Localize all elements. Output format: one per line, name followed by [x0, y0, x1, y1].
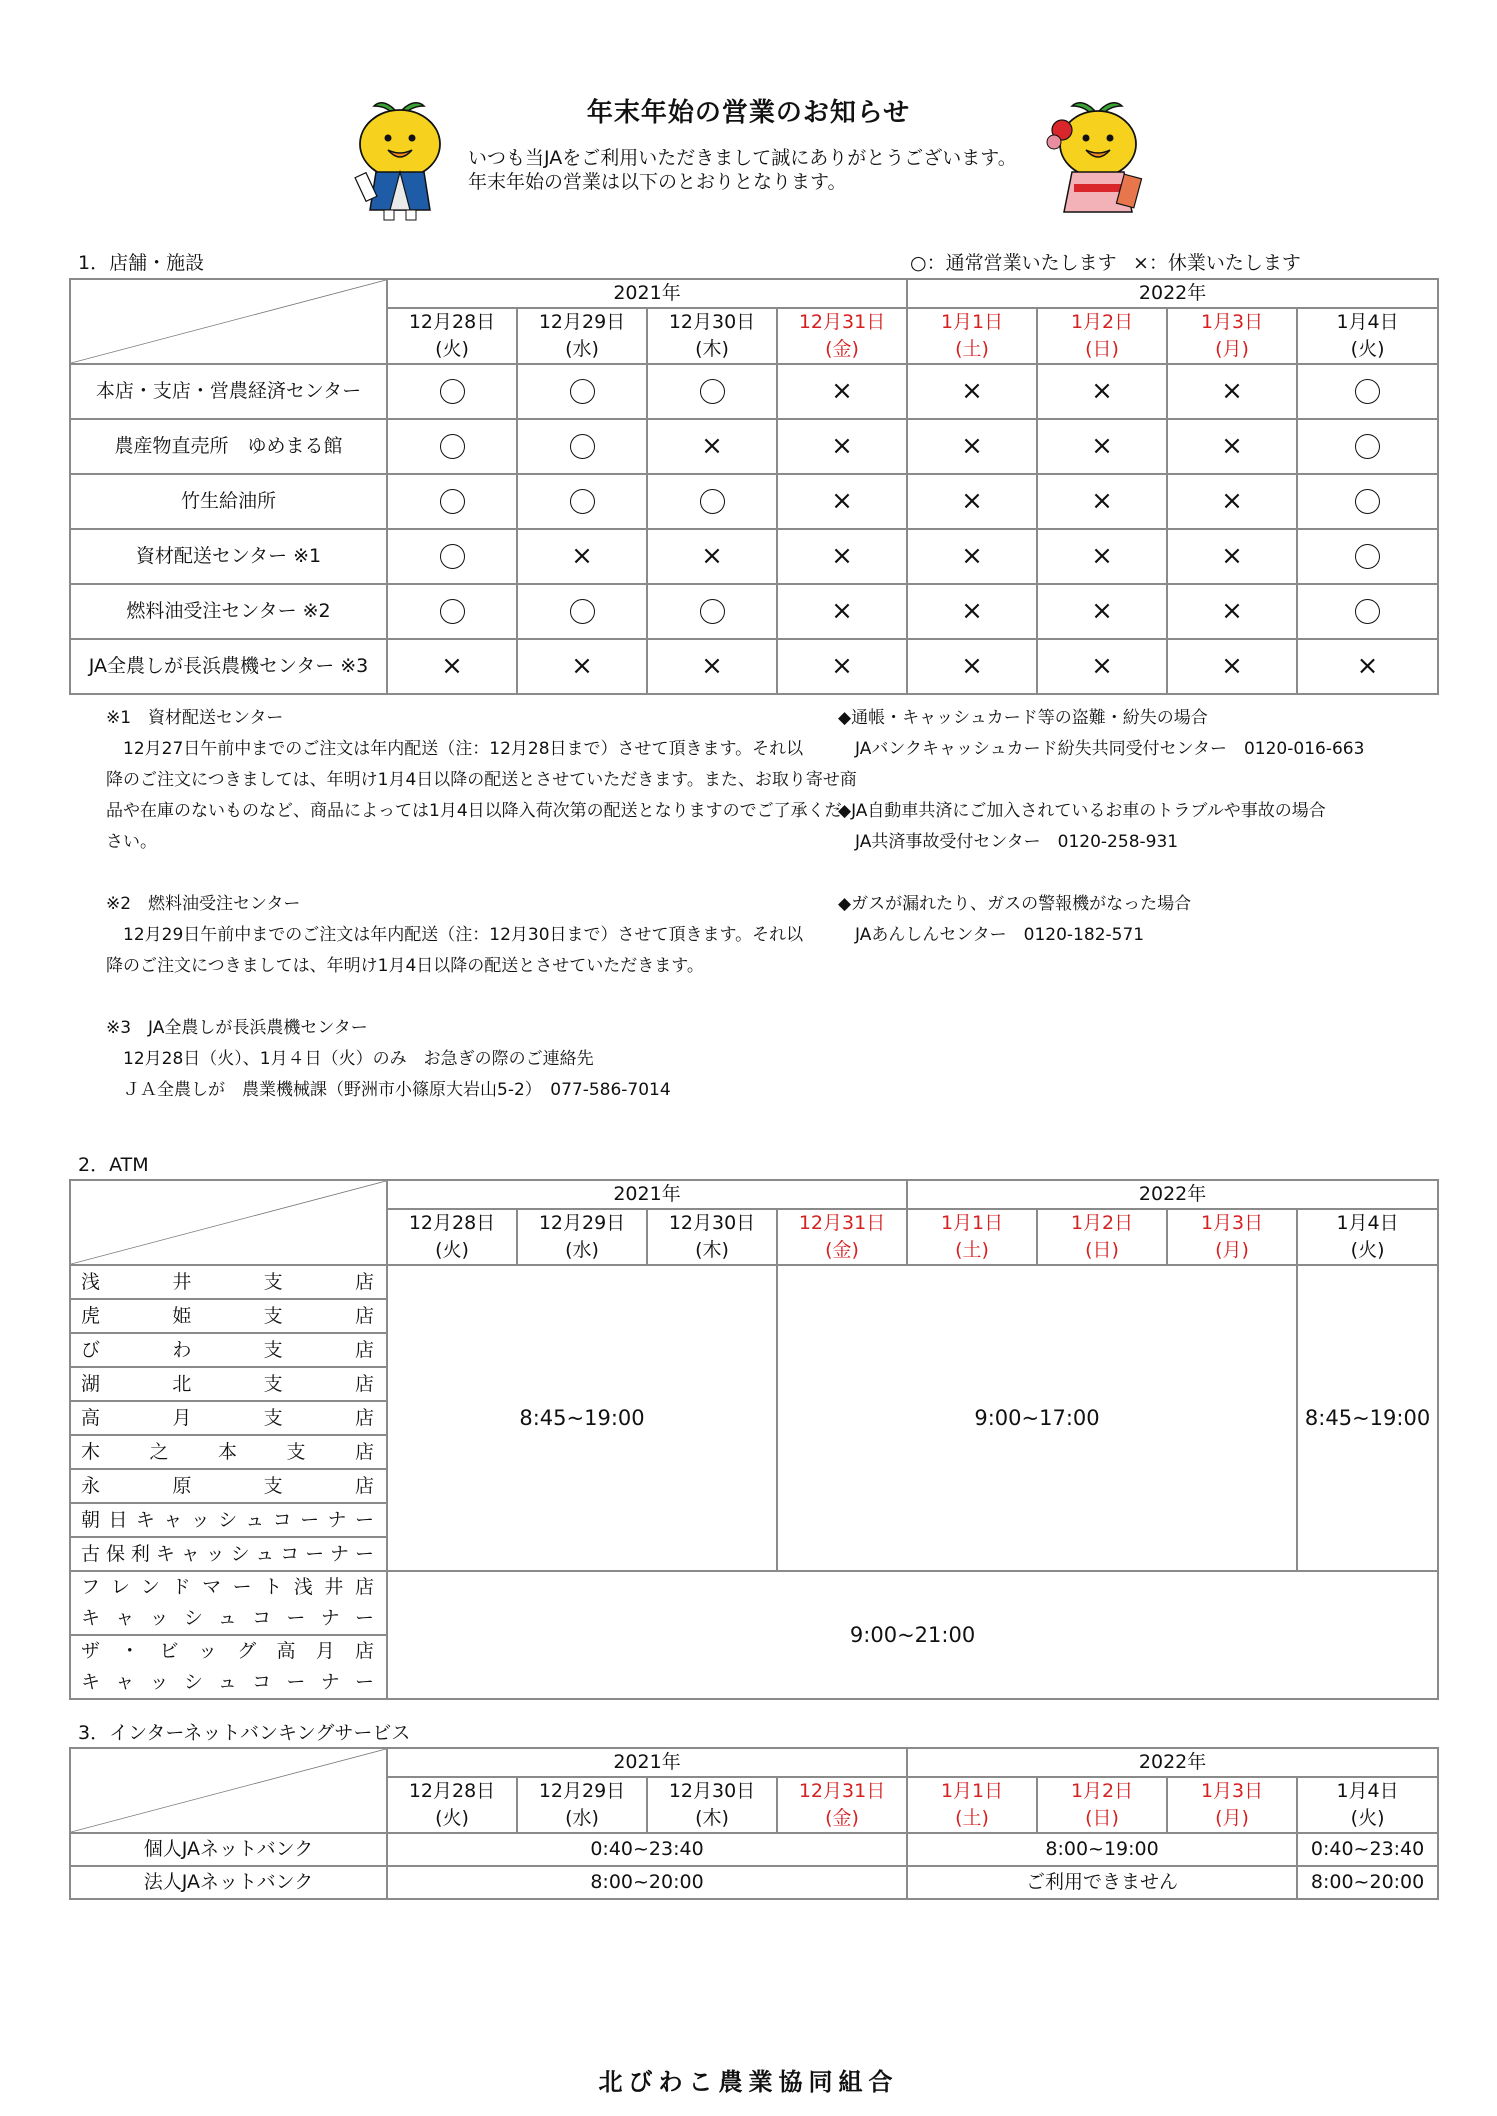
- note-line: 降のご注文につきましては、年明け1月4日以降の配送とさせていただきます。また、お取り寄せ商: [106, 770, 857, 790]
- status-cell: [1037, 474, 1167, 529]
- status-cell: [387, 639, 517, 694]
- status-cell: [517, 474, 647, 529]
- date-header-cell: [1037, 308, 1167, 364]
- note-line: ※3 JA全農しが長浜農機センター: [106, 1018, 368, 1038]
- date-header-cell: [1037, 1209, 1167, 1265]
- status-cell: [1167, 364, 1297, 419]
- weekday-label: (金): [825, 1239, 859, 1261]
- weekday-label: (月): [1215, 338, 1249, 360]
- table-row: [70, 639, 1438, 694]
- date-label: 1月2日: [1070, 311, 1134, 333]
- weekday-label: (金): [825, 338, 859, 360]
- note-line: 品や在庫のないものなど、商品によっては1月4日以降入荷次第の配送となりますのでご了承くだ: [106, 801, 842, 821]
- date-header-cell: [907, 308, 1037, 364]
- atm-hours-cell: 8:45~19:00: [1297, 1265, 1438, 1571]
- status-cell: [1037, 584, 1167, 639]
- note-line: [106, 982, 826, 1013]
- status-cell: [777, 419, 907, 474]
- closed-cross-icon: ×: [961, 596, 983, 626]
- date-label: 12月29日: [538, 311, 626, 333]
- special-branch-line: キャッシュコーナー: [81, 1671, 376, 1693]
- status-cell: [517, 529, 647, 584]
- table-row: [70, 1866, 1438, 1899]
- date-header-cell: [777, 1209, 907, 1265]
- date-header-cell: [517, 1777, 647, 1833]
- atm-schedule-table: [69, 1179, 1439, 1700]
- closed-cross-icon: ×: [1221, 431, 1243, 461]
- weekday-label: (月): [1215, 1807, 1249, 1829]
- status-cell: [777, 364, 907, 419]
- weekday-label: (水): [565, 1239, 599, 1261]
- facility-name: 燃料油受注センター ※2: [70, 584, 387, 639]
- note-line: ※2 燃料油受注センター: [106, 894, 301, 914]
- status-cell: [387, 529, 517, 584]
- note-line: さい。: [106, 832, 157, 852]
- service-hours-cell: 8:00~20:00: [1297, 1866, 1438, 1899]
- branch-name: 朝日キャッシュコーナー: [70, 1503, 387, 1537]
- status-cell: [387, 584, 517, 639]
- closed-cross-icon: ×: [1091, 376, 1113, 406]
- weekday-label: (火): [435, 338, 469, 360]
- status-cell: [1297, 584, 1438, 639]
- closed-cross-icon: ×: [961, 431, 983, 461]
- closed-cross-icon: ×: [831, 541, 853, 571]
- note-line: ◆通帳・キャッシュカード等の盗難・紛失の場合: [838, 708, 1208, 728]
- intro-line-1: いつも当JAをご利用いただきまして誠にありがとうございます。: [468, 147, 1017, 169]
- status-cell: [647, 419, 777, 474]
- open-circle-icon: [440, 434, 465, 459]
- special-branch-name: [70, 1571, 387, 1635]
- status-cell: [907, 419, 1037, 474]
- weekday-label: (土): [955, 338, 989, 360]
- branch-name: 永原支店: [70, 1469, 387, 1503]
- date-label: 1月2日: [1070, 1212, 1134, 1234]
- table-row: [70, 419, 1438, 474]
- table-row: [70, 1265, 1438, 1299]
- weekday-label: (火): [435, 1807, 469, 1829]
- date-header-cell: [387, 1777, 517, 1833]
- note-line: ◆JA自動車共済にご加入されているお車のトラブルや事故の場合: [838, 801, 1326, 821]
- open-circle-icon: [1355, 489, 1380, 514]
- status-cell: [1037, 639, 1167, 694]
- mascot-boy-illustration: [350, 92, 450, 224]
- closed-cross-icon: ×: [701, 541, 723, 571]
- closed-cross-icon: ×: [1356, 651, 1379, 681]
- closed-cross-icon: ×: [1091, 596, 1113, 626]
- open-circle-icon: [700, 489, 725, 514]
- facility-name: 本店・支店・営農経済センター: [70, 364, 387, 419]
- note-line: 12月28日（火）、1月４日（火）のみ お急ぎの際のご連絡先: [106, 1049, 594, 1069]
- intro-line-2: 年末年始の営業は以下のとおりとなります。: [468, 171, 847, 193]
- date-label: 12月30日: [668, 1212, 756, 1234]
- closed-cross-icon: ×: [831, 431, 853, 461]
- open-circle-icon: [1355, 379, 1380, 404]
- date-label: 1月1日: [940, 311, 1004, 333]
- open-circle-icon: [1355, 599, 1380, 624]
- closed-cross-icon: ×: [831, 486, 853, 516]
- status-cell: [1297, 529, 1438, 584]
- page-title: 年末年始の営業のお知らせ: [586, 98, 911, 128]
- date-label: 1月3日: [1200, 311, 1264, 333]
- weekday-label: (木): [695, 338, 729, 360]
- weekday-label: (火): [1350, 1239, 1385, 1261]
- open-circle-icon: [440, 544, 465, 569]
- facility-name: 竹生給油所: [70, 474, 387, 529]
- date-header-cell: [1037, 1777, 1167, 1833]
- closed-cross-icon: ×: [1221, 376, 1243, 406]
- store-schedule-table: [69, 278, 1439, 695]
- table-row: [70, 529, 1438, 584]
- section3-heading: 3．インターネットバンキングサービス: [78, 1722, 411, 1744]
- open-circle-icon: [570, 379, 595, 404]
- weekday-label: (日): [1085, 1239, 1119, 1261]
- service-hours-cell: 8:00~19:00: [907, 1833, 1297, 1866]
- date-header-cell: [907, 1209, 1037, 1265]
- table-row: [70, 474, 1438, 529]
- table-row: [70, 364, 1438, 419]
- date-header-cell: [387, 1209, 517, 1265]
- service-hours-cell: ご利用できません: [907, 1866, 1297, 1899]
- branch-name: 虎姫支店: [70, 1299, 387, 1333]
- closed-cross-icon: ×: [831, 376, 853, 406]
- status-cell: [907, 364, 1037, 419]
- status-cell: [1167, 639, 1297, 694]
- service-hours-cell: 0:40~23:40: [387, 1833, 907, 1866]
- special-branch-line: キャッシュコーナー: [81, 1607, 376, 1629]
- closed-cross-icon: ×: [831, 596, 853, 626]
- special-branch-line: フレンドマート浅井店: [81, 1576, 376, 1598]
- date-header-cell: [1167, 308, 1297, 364]
- legend-open: ○：通常営業いたします: [910, 252, 1117, 274]
- open-circle-icon: [440, 489, 465, 514]
- weekday-label: (日): [1085, 338, 1119, 360]
- status-cell: [1167, 584, 1297, 639]
- year-header: 2022年: [907, 279, 1438, 308]
- note-line: JAバンクキャッシュカード紛失共同受付センター 0120-016-663: [838, 739, 1365, 759]
- open-circle-icon: [440, 379, 465, 404]
- branch-name: 湖北支店: [70, 1367, 387, 1401]
- status-cell: [647, 584, 777, 639]
- intro-text: [468, 146, 1017, 194]
- status-cell: [387, 419, 517, 474]
- weekday-label: (木): [695, 1239, 729, 1261]
- closed-cross-icon: ×: [831, 651, 853, 681]
- closed-cross-icon: ×: [961, 376, 983, 406]
- status-cell: [647, 474, 777, 529]
- closed-cross-icon: ×: [1221, 486, 1243, 516]
- date-label: 1月2日: [1070, 1780, 1134, 1802]
- service-name: 個人JAネットバンク: [70, 1833, 387, 1866]
- weekday-label: (金): [825, 1807, 859, 1829]
- special-branch-line: ザ・ビッグ高月店: [81, 1640, 376, 1662]
- note-line: [838, 858, 1438, 889]
- status-cell: [517, 419, 647, 474]
- note-line: [106, 858, 826, 889]
- weekday-label: (火): [435, 1239, 469, 1261]
- date-label: 12月28日: [408, 1780, 496, 1802]
- weekday-label: (土): [955, 1807, 989, 1829]
- note-line: ◆ガスが漏れたり、ガスの警報機がなった場合: [838, 894, 1192, 914]
- status-cell: [907, 639, 1037, 694]
- closed-cross-icon: ×: [571, 541, 593, 571]
- weekday-label: (水): [565, 338, 599, 360]
- status-cell: [647, 639, 777, 694]
- branch-name: びわ支店: [70, 1333, 387, 1367]
- open-circle-icon: [440, 599, 465, 624]
- closed-cross-icon: ×: [571, 651, 593, 681]
- closed-cross-icon: ×: [1091, 486, 1113, 516]
- status-cell: [387, 474, 517, 529]
- branch-name: 古保利キャッシュコーナー: [70, 1537, 387, 1571]
- date-header-cell: [1297, 308, 1438, 364]
- closed-cross-icon: ×: [1221, 541, 1243, 571]
- status-cell: [517, 584, 647, 639]
- date-label: 12月29日: [538, 1212, 626, 1234]
- closed-cross-icon: ×: [1091, 541, 1113, 571]
- legend-closed: ×：休業いたします: [1133, 252, 1301, 274]
- note-line: JA共済事故受付センター 0120-258-931: [838, 832, 1179, 852]
- facility-name: 農産物直売所 ゆめまる館: [70, 419, 387, 474]
- note-line: 12月29日午前中までのご注文は年内配送（注：12月30日まで）させて頂きます。それ以: [106, 925, 804, 945]
- status-cell: [1297, 639, 1438, 694]
- year-header: 2021年: [387, 279, 907, 308]
- date-header-cell: [517, 308, 647, 364]
- date-label: 1月1日: [940, 1780, 1004, 1802]
- facility-name: JA全農しが長浜農機センター ※3: [70, 639, 387, 694]
- date-header-cell: [517, 1209, 647, 1265]
- table-corner-cell: [70, 1748, 387, 1833]
- date-label: 12月31日: [798, 311, 886, 333]
- date-header-cell: [1297, 1209, 1438, 1265]
- status-cell: [517, 639, 647, 694]
- open-circle-icon: [700, 599, 725, 624]
- date-label: 12月31日: [798, 1780, 886, 1802]
- branch-name: 高月支店: [70, 1401, 387, 1435]
- open-circle-icon: [570, 434, 595, 459]
- status-cell: [1297, 474, 1438, 529]
- weekday-label: (水): [565, 1807, 599, 1829]
- table-corner-cell: [70, 279, 387, 364]
- notes-left: [106, 703, 857, 1106]
- status-cell: [1167, 419, 1297, 474]
- status-cell: [777, 529, 907, 584]
- date-label: 1月3日: [1200, 1780, 1264, 1802]
- closed-cross-icon: ×: [961, 541, 983, 571]
- open-circle-icon: [1355, 544, 1380, 569]
- weekday-label: (木): [695, 1807, 729, 1829]
- date-header-cell: [1297, 1777, 1438, 1833]
- status-cell: [1037, 364, 1167, 419]
- date-header-cell: [777, 1777, 907, 1833]
- weekday-label: (火): [1350, 1807, 1385, 1829]
- service-hours-cell: 0:40~23:40: [1297, 1833, 1438, 1866]
- date-label: 12月30日: [668, 311, 756, 333]
- atm-hours-cell: 8:45~19:00: [387, 1265, 777, 1571]
- date-header-cell: [647, 308, 777, 364]
- table-row: [70, 1571, 1438, 1635]
- closed-cross-icon: ×: [961, 651, 983, 681]
- weekday-label: (土): [955, 1239, 989, 1261]
- status-cell: [907, 529, 1037, 584]
- status-cell: [647, 529, 777, 584]
- branch-name: 浅井支店: [70, 1265, 387, 1299]
- date-label: 1月3日: [1200, 1212, 1264, 1234]
- closed-cross-icon: ×: [1091, 651, 1113, 681]
- status-cell: [517, 364, 647, 419]
- status-cell: [1167, 474, 1297, 529]
- status-cell: [647, 364, 777, 419]
- note-line: JAあんしんセンター 0120-182-571: [838, 925, 1145, 945]
- date-label: 12月28日: [408, 311, 496, 333]
- date-label: 1月4日: [1336, 1212, 1399, 1234]
- closed-cross-icon: ×: [1221, 651, 1243, 681]
- date-label: 12月30日: [668, 1780, 756, 1802]
- special-branch-name: [70, 1635, 387, 1699]
- facility-name: 資材配送センター ※1: [70, 529, 387, 584]
- year-header: 2021年: [387, 1748, 907, 1777]
- closed-cross-icon: ×: [441, 651, 463, 681]
- status-cell: [387, 364, 517, 419]
- open-circle-icon: [1355, 434, 1380, 459]
- year-header: 2021年: [387, 1180, 907, 1209]
- service-hours-cell: 8:00~20:00: [387, 1866, 907, 1899]
- status-cell: [1297, 419, 1438, 474]
- status-cell: [777, 474, 907, 529]
- note-line: 12月27日午前中までのご注文は年内配送（注：12月28日まで）させて頂きます。それ以: [106, 739, 804, 759]
- closed-cross-icon: ×: [961, 486, 983, 516]
- date-label: 1月1日: [940, 1212, 1004, 1234]
- status-cell: [1037, 419, 1167, 474]
- open-circle-icon: [570, 599, 595, 624]
- closed-cross-icon: ×: [1221, 596, 1243, 626]
- status-cell: [1037, 529, 1167, 584]
- date-label: 12月31日: [798, 1212, 886, 1234]
- atm-hours-cell: 9:00~21:00: [387, 1571, 1438, 1699]
- date-header-cell: [647, 1209, 777, 1265]
- date-header-cell: [777, 308, 907, 364]
- closed-cross-icon: ×: [701, 431, 723, 461]
- table-row: [70, 584, 1438, 639]
- table-row: [70, 1833, 1438, 1866]
- note-line: ＪＡ全農しが 農業機械課（野洲市小篠原大岩山5-2） 077-586-7014: [106, 1080, 671, 1100]
- closed-cross-icon: ×: [701, 651, 723, 681]
- date-header-cell: [1167, 1777, 1297, 1833]
- note-line: ※1 資材配送センター: [106, 708, 284, 728]
- footer-organization: 北びわこ農業協同組合: [598, 2068, 899, 2096]
- status-cell: [777, 639, 907, 694]
- note-line: [838, 765, 1438, 796]
- open-circle-icon: [700, 379, 725, 404]
- table-corner-cell: [70, 1180, 387, 1265]
- status-cell: [777, 584, 907, 639]
- open-circle-icon: [570, 489, 595, 514]
- section2-heading: 2．ATM: [78, 1154, 149, 1176]
- note-line: 降のご注文につきましては、年明け1月4日以降の配送とさせていただきます。: [106, 956, 704, 976]
- date-label: 12月28日: [408, 1212, 496, 1234]
- weekday-label: (月): [1215, 1239, 1249, 1261]
- section1-heading: 1．店舗・施設: [78, 252, 205, 274]
- branch-name: 木之本支店: [70, 1435, 387, 1469]
- notes-right: [838, 703, 1438, 951]
- status-cell: [1167, 529, 1297, 584]
- status-cell: [907, 474, 1037, 529]
- date-header-cell: [1167, 1209, 1297, 1265]
- weekday-label: (火): [1350, 338, 1385, 360]
- weekday-label: (日): [1085, 1807, 1119, 1829]
- closed-cross-icon: ×: [1091, 431, 1113, 461]
- date-label: 1月4日: [1336, 1780, 1399, 1802]
- atm-hours-cell: 9:00~17:00: [777, 1265, 1297, 1571]
- date-label: 1月4日: [1336, 311, 1399, 333]
- date-header-cell: [907, 1777, 1037, 1833]
- status-cell: [907, 584, 1037, 639]
- date-header-cell: [647, 1777, 777, 1833]
- date-header-cell: [387, 308, 517, 364]
- service-name: 法人JAネットバンク: [70, 1866, 387, 1899]
- year-header: 2022年: [907, 1180, 1438, 1209]
- mascot-girl-illustration: [1036, 92, 1148, 224]
- netbank-schedule-table: [69, 1747, 1439, 1900]
- status-cell: [1297, 364, 1438, 419]
- year-header: 2022年: [907, 1748, 1438, 1777]
- date-label: 12月29日: [538, 1780, 626, 1802]
